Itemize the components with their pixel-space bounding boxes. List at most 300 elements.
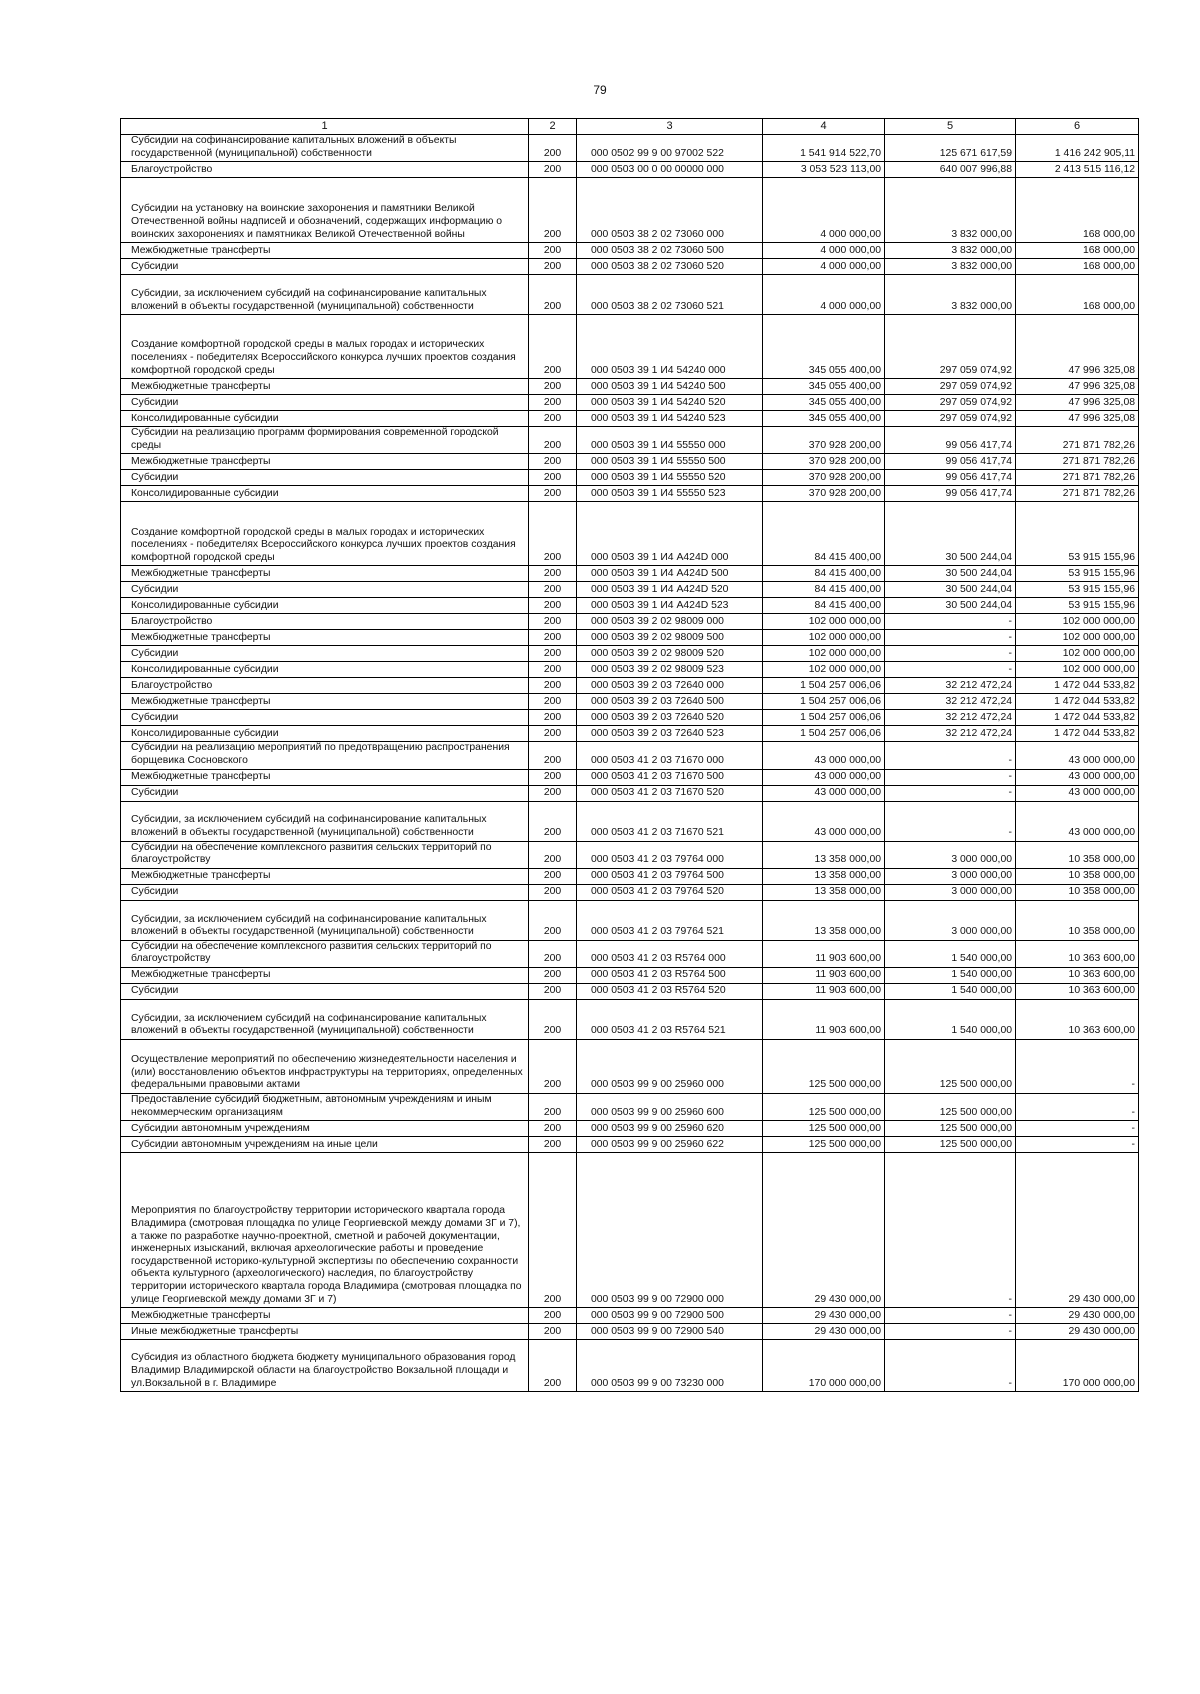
row-approved-amount: 125 500 000,00 — [763, 1137, 885, 1153]
table-row — [121, 315, 1139, 379]
row-budget-code: 000 0503 39 1 И4 А424D 000 — [577, 502, 763, 566]
table-row — [121, 162, 1139, 178]
row-approved-amount: 102 000 000,00 — [763, 614, 885, 630]
row-budget-code: 000 0503 39 2 02 98009 500 — [577, 630, 763, 646]
row-line-code: 200 — [529, 1093, 577, 1120]
row-unexecuted-amount: 53 915 155,96 — [1016, 582, 1139, 598]
row-line-code: 200 — [529, 259, 577, 275]
row-name: Межбюджетные трансферты — [121, 566, 529, 582]
table-row — [121, 710, 1139, 726]
table-row — [121, 243, 1139, 259]
table-row — [121, 454, 1139, 470]
row-name: Субсидии — [121, 259, 529, 275]
row-approved-amount: 170 000 000,00 — [763, 1340, 885, 1392]
table-row — [121, 841, 1139, 868]
row-line-code: 200 — [529, 502, 577, 566]
table-row — [121, 884, 1139, 900]
row-name: Межбюджетные трансферты — [121, 630, 529, 646]
row-unexecuted-amount: 29 430 000,00 — [1016, 1153, 1139, 1308]
row-executed-amount: 297 059 074,92 — [885, 395, 1016, 411]
row-budget-code: 000 0503 41 2 03 R5764 521 — [577, 999, 763, 1039]
table-row — [121, 967, 1139, 983]
row-unexecuted-amount: 43 000 000,00 — [1016, 742, 1139, 769]
row-line-code: 200 — [529, 178, 577, 243]
row-approved-amount: 13 358 000,00 — [763, 900, 885, 940]
row-unexecuted-amount: 10 358 000,00 — [1016, 868, 1139, 884]
row-executed-amount: 99 056 417,74 — [885, 454, 1016, 470]
table-row — [121, 662, 1139, 678]
column-header: 5 — [885, 119, 1016, 135]
row-executed-amount: - — [885, 662, 1016, 678]
table-row — [121, 694, 1139, 710]
table-row — [121, 1093, 1139, 1120]
row-budget-code: 000 0503 99 9 00 72900 500 — [577, 1308, 763, 1324]
row-budget-code: 000 0503 41 2 03 71670 520 — [577, 785, 763, 801]
column-header: 1 — [121, 119, 529, 135]
row-line-code: 200 — [529, 243, 577, 259]
row-line-code: 200 — [529, 315, 577, 379]
row-line-code: 200 — [529, 275, 577, 315]
row-executed-amount: 297 059 074,92 — [885, 411, 1016, 427]
row-line-code: 200 — [529, 1137, 577, 1153]
row-name: Субсидии — [121, 470, 529, 486]
row-unexecuted-amount: 43 000 000,00 — [1016, 801, 1139, 841]
row-line-code: 200 — [529, 470, 577, 486]
row-name: Субсидии — [121, 983, 529, 999]
row-line-code: 200 — [529, 868, 577, 884]
row-line-code: 200 — [529, 841, 577, 868]
table-row — [121, 630, 1139, 646]
row-budget-code: 000 0503 99 9 00 25960 000 — [577, 1039, 763, 1093]
row-name: Создание комфортной городской среды в малых городах и исторических поселениях - победителях Всероссийского конкурса лучших проектов создания комфортной городской среды — [121, 502, 529, 566]
row-unexecuted-amount: 43 000 000,00 — [1016, 769, 1139, 785]
row-budget-code: 000 0503 41 2 03 79764 500 — [577, 868, 763, 884]
row-line-code: 200 — [529, 427, 577, 454]
row-executed-amount: 125 500 000,00 — [885, 1121, 1016, 1137]
row-executed-amount: 30 500 244,04 — [885, 502, 1016, 566]
row-executed-amount: 1 540 000,00 — [885, 967, 1016, 983]
row-budget-code: 000 0503 99 9 00 73230 000 — [577, 1340, 763, 1392]
row-name: Субсидии автономным учреждениям на иные цели — [121, 1137, 529, 1153]
row-name: Субсидии — [121, 884, 529, 900]
table-row — [121, 486, 1139, 502]
row-unexecuted-amount: 10 363 600,00 — [1016, 967, 1139, 983]
row-approved-amount: 29 430 000,00 — [763, 1324, 885, 1340]
row-executed-amount: 297 059 074,92 — [885, 379, 1016, 395]
row-executed-amount: 32 212 472,24 — [885, 678, 1016, 694]
row-name: Субсидии автономным учреждениям — [121, 1121, 529, 1137]
row-unexecuted-amount: 2 413 515 116,12 — [1016, 162, 1139, 178]
row-unexecuted-amount: 1 416 242 905,11 — [1016, 135, 1139, 162]
row-executed-amount: 3 832 000,00 — [885, 259, 1016, 275]
table-row — [121, 135, 1139, 162]
row-budget-code: 000 0503 99 9 00 25960 620 — [577, 1121, 763, 1137]
table-row — [121, 1340, 1139, 1392]
row-budget-code: 000 0503 39 1 И4 А424D 520 — [577, 582, 763, 598]
row-executed-amount: - — [885, 742, 1016, 769]
row-budget-code: 000 0503 39 1 И4 А424D 500 — [577, 566, 763, 582]
row-budget-code: 000 0503 41 2 03 R5764 520 — [577, 983, 763, 999]
row-executed-amount: 1 540 000,00 — [885, 999, 1016, 1039]
row-unexecuted-amount: 1 472 044 533,82 — [1016, 678, 1139, 694]
row-executed-amount: 297 059 074,92 — [885, 315, 1016, 379]
row-unexecuted-amount: 102 000 000,00 — [1016, 662, 1139, 678]
row-line-code: 200 — [529, 726, 577, 742]
row-unexecuted-amount: 168 000,00 — [1016, 259, 1139, 275]
row-name: Консолидированные субсидии — [121, 726, 529, 742]
row-unexecuted-amount: 43 000 000,00 — [1016, 785, 1139, 801]
row-unexecuted-amount: 29 430 000,00 — [1016, 1308, 1139, 1324]
row-executed-amount: 32 212 472,24 — [885, 710, 1016, 726]
row-name: Консолидированные субсидии — [121, 411, 529, 427]
row-unexecuted-amount: 170 000 000,00 — [1016, 1340, 1139, 1392]
row-budget-code: 000 0503 38 2 02 73060 520 — [577, 259, 763, 275]
row-budget-code: 000 0503 41 2 03 79764 000 — [577, 841, 763, 868]
row-executed-amount: 3 832 000,00 — [885, 178, 1016, 243]
row-line-code: 200 — [529, 999, 577, 1039]
row-name: Межбюджетные трансферты — [121, 379, 529, 395]
row-line-code: 200 — [529, 395, 577, 411]
table-row — [121, 598, 1139, 614]
row-budget-code: 000 0503 41 2 03 71670 500 — [577, 769, 763, 785]
row-executed-amount: 32 212 472,24 — [885, 694, 1016, 710]
row-unexecuted-amount: 47 996 325,08 — [1016, 411, 1139, 427]
row-line-code: 200 — [529, 983, 577, 999]
row-budget-code: 000 0503 39 2 02 98009 520 — [577, 646, 763, 662]
row-line-code: 200 — [529, 598, 577, 614]
row-executed-amount: 3 832 000,00 — [885, 243, 1016, 259]
table-row — [121, 678, 1139, 694]
row-name: Субсидии, за исключением субсидий на софинансирование капитальных вложений в объекты государственной (муниципальной) собственности — [121, 801, 529, 841]
row-budget-code: 000 0503 39 2 02 98009 000 — [577, 614, 763, 630]
row-budget-code: 000 0503 41 2 03 71670 521 — [577, 801, 763, 841]
row-line-code: 200 — [529, 900, 577, 940]
row-approved-amount: 4 000 000,00 — [763, 259, 885, 275]
row-name: Субсидии, за исключением субсидий на софинансирование капитальных вложений в объекты государственной (муниципальной) собственности — [121, 900, 529, 940]
row-budget-code: 000 0503 39 1 И4 А424D 523 — [577, 598, 763, 614]
row-unexecuted-amount: 10 358 000,00 — [1016, 841, 1139, 868]
row-name: Субсидии на реализацию мероприятий по предотвращению распространения борщевика Сосновского — [121, 742, 529, 769]
row-budget-code: 000 0503 39 1 И4 55550 523 — [577, 486, 763, 502]
row-line-code: 200 — [529, 940, 577, 967]
row-budget-code: 000 0503 99 9 00 72900 000 — [577, 1153, 763, 1308]
column-header: 4 — [763, 119, 885, 135]
row-name: Межбюджетные трансферты — [121, 868, 529, 884]
row-approved-amount: 84 415 400,00 — [763, 598, 885, 614]
row-approved-amount: 345 055 400,00 — [763, 395, 885, 411]
row-approved-amount: 13 358 000,00 — [763, 868, 885, 884]
row-approved-amount: 4 000 000,00 — [763, 243, 885, 259]
row-executed-amount: - — [885, 769, 1016, 785]
row-name: Субсидии — [121, 710, 529, 726]
row-line-code: 200 — [529, 785, 577, 801]
table-row — [121, 1137, 1139, 1153]
row-budget-code: 000 0503 39 2 03 72640 000 — [577, 678, 763, 694]
row-line-code: 200 — [529, 1039, 577, 1093]
row-executed-amount: 32 212 472,24 — [885, 726, 1016, 742]
row-executed-amount: 3 832 000,00 — [885, 275, 1016, 315]
row-name: Межбюджетные трансферты — [121, 967, 529, 983]
row-executed-amount: 3 000 000,00 — [885, 868, 1016, 884]
row-approved-amount: 11 903 600,00 — [763, 967, 885, 983]
row-budget-code: 000 0503 39 2 03 72640 520 — [577, 710, 763, 726]
row-approved-amount: 13 358 000,00 — [763, 841, 885, 868]
row-name: Субсидии на установку на воинские захоронения и памятники Великой Отечественной войны надписей и обозначений, содержащих информацию о воинских захоронениях и памятниках Великой Отечественной войны — [121, 178, 529, 243]
row-executed-amount: 3 000 000,00 — [885, 841, 1016, 868]
row-name: Осуществление мероприятий по обеспечению жизнедеятельности населения и (или) восстановлению объектов инфраструктуры на территориях, определенных федеральными правовыми актами — [121, 1039, 529, 1093]
row-name: Мероприятия по благоустройству территории исторического квартала города Владимира (смотровая площадка по улице Георгиевской между домами 3Г и 7), а также по разработке научно-проектной, сметной и рабочей документации, инженерных изысканий, включая археологические работы и проведение государственной историко-культурной экспертизы по обеспечению сохранности объекта культурного (археологического) наследия, по благоустройству территории исторического квартала города Владимира (смотровая площадка по улице Георгиевской между домами 3Г и 7) — [121, 1153, 529, 1308]
row-budget-code: 000 0503 39 1 И4 54240 523 — [577, 411, 763, 427]
row-executed-amount: 30 500 244,04 — [885, 582, 1016, 598]
table-row — [121, 769, 1139, 785]
row-unexecuted-amount: 1 472 044 533,82 — [1016, 694, 1139, 710]
row-approved-amount: 84 415 400,00 — [763, 566, 885, 582]
row-approved-amount: 43 000 000,00 — [763, 742, 885, 769]
row-line-code: 200 — [529, 162, 577, 178]
table-row — [121, 940, 1139, 967]
row-budget-code: 000 0503 41 2 03 71670 000 — [577, 742, 763, 769]
row-approved-amount: 125 500 000,00 — [763, 1093, 885, 1120]
row-name: Субсидии на софинансирование капитальных вложений в объекты государственной (муниципальной) собственности — [121, 135, 529, 162]
row-line-code: 200 — [529, 486, 577, 502]
column-header: 3 — [577, 119, 763, 135]
row-executed-amount: 99 056 417,74 — [885, 486, 1016, 502]
row-unexecuted-amount: 271 871 782,26 — [1016, 486, 1139, 502]
row-unexecuted-amount: 102 000 000,00 — [1016, 630, 1139, 646]
row-executed-amount: 1 540 000,00 — [885, 940, 1016, 967]
row-budget-code: 000 0503 41 2 03 79764 521 — [577, 900, 763, 940]
row-approved-amount: 11 903 600,00 — [763, 999, 885, 1039]
table-row — [121, 427, 1139, 454]
table-body — [121, 119, 1139, 1392]
table-row — [121, 395, 1139, 411]
row-executed-amount: 1 540 000,00 — [885, 983, 1016, 999]
row-executed-amount: - — [885, 1340, 1016, 1392]
row-approved-amount: 345 055 400,00 — [763, 379, 885, 395]
table-row — [121, 411, 1139, 427]
column-header-row — [121, 119, 1139, 135]
row-unexecuted-amount: 271 871 782,26 — [1016, 454, 1139, 470]
row-budget-code: 000 0503 38 2 02 73060 500 — [577, 243, 763, 259]
row-line-code: 200 — [529, 884, 577, 900]
row-executed-amount: 99 056 417,74 — [885, 470, 1016, 486]
row-approved-amount: 1 504 257 006,06 — [763, 726, 885, 742]
row-line-code: 200 — [529, 582, 577, 598]
row-budget-code: 000 0503 41 2 03 R5764 500 — [577, 967, 763, 983]
row-budget-code: 000 0503 41 2 03 R5764 000 — [577, 940, 763, 967]
row-name: Иные межбюджетные трансферты — [121, 1324, 529, 1340]
row-budget-code: 000 0503 99 9 00 72900 540 — [577, 1324, 763, 1340]
row-line-code: 200 — [529, 566, 577, 582]
row-budget-code: 000 0503 39 1 И4 54240 520 — [577, 395, 763, 411]
row-approved-amount: 345 055 400,00 — [763, 315, 885, 379]
row-name: Благоустройство — [121, 162, 529, 178]
row-budget-code: 000 0503 39 1 И4 55550 500 — [577, 454, 763, 470]
row-executed-amount: 30 500 244,04 — [885, 566, 1016, 582]
table-row — [121, 1153, 1139, 1308]
row-line-code: 200 — [529, 646, 577, 662]
row-budget-code: 000 0503 38 2 02 73060 000 — [577, 178, 763, 243]
row-name: Межбюджетные трансферты — [121, 454, 529, 470]
row-name: Благоустройство — [121, 614, 529, 630]
row-approved-amount: 102 000 000,00 — [763, 646, 885, 662]
row-approved-amount: 11 903 600,00 — [763, 940, 885, 967]
row-line-code: 200 — [529, 379, 577, 395]
row-executed-amount: - — [885, 614, 1016, 630]
table-row — [121, 742, 1139, 769]
row-budget-code: 000 0503 39 1 И4 54240 000 — [577, 315, 763, 379]
row-name: Субсидии на реализацию программ формирования современной городской среды — [121, 427, 529, 454]
row-line-code: 200 — [529, 1121, 577, 1137]
budget-table — [120, 118, 1139, 1392]
row-name: Межбюджетные трансферты — [121, 769, 529, 785]
row-line-code: 200 — [529, 769, 577, 785]
row-budget-code: 000 0502 99 9 00 97002 522 — [577, 135, 763, 162]
row-approved-amount: 370 928 200,00 — [763, 427, 885, 454]
row-name: Субсидии, за исключением субсидий на софинансирование капитальных вложений в объекты государственной (муниципальной) собственности — [121, 275, 529, 315]
row-line-code: 200 — [529, 662, 577, 678]
row-executed-amount: - — [885, 1308, 1016, 1324]
row-unexecuted-amount: 53 915 155,96 — [1016, 566, 1139, 582]
row-name: Субсидии, за исключением субсидий на софинансирование капитальных вложений в объекты государственной (муниципальной) собственности — [121, 999, 529, 1039]
row-unexecuted-amount: 47 996 325,08 — [1016, 379, 1139, 395]
row-name: Консолидированные субсидии — [121, 598, 529, 614]
row-executed-amount: - — [885, 630, 1016, 646]
table-row — [121, 646, 1139, 662]
table-row — [121, 1324, 1139, 1340]
row-name: Межбюджетные трансферты — [121, 694, 529, 710]
table-row — [121, 999, 1139, 1039]
row-executed-amount: - — [885, 801, 1016, 841]
table-row — [121, 785, 1139, 801]
row-unexecuted-amount: 53 915 155,96 — [1016, 598, 1139, 614]
row-unexecuted-amount: 102 000 000,00 — [1016, 614, 1139, 630]
row-unexecuted-amount: 168 000,00 — [1016, 178, 1139, 243]
row-unexecuted-amount: 47 996 325,08 — [1016, 315, 1139, 379]
row-unexecuted-amount: 271 871 782,26 — [1016, 470, 1139, 486]
row-name: Субсидии — [121, 785, 529, 801]
row-unexecuted-amount: 10 363 600,00 — [1016, 940, 1139, 967]
table-row — [121, 259, 1139, 275]
row-budget-code: 000 0503 39 1 И4 54240 500 — [577, 379, 763, 395]
row-unexecuted-amount: 29 430 000,00 — [1016, 1324, 1139, 1340]
row-budget-code: 000 0503 39 2 02 98009 523 — [577, 662, 763, 678]
row-name: Создание комфортной городской среды в малых городах и исторических поселениях - победителях Всероссийского конкурса лучших проектов создания комфортной городской среды — [121, 315, 529, 379]
row-unexecuted-amount: - — [1016, 1093, 1139, 1120]
row-name: Межбюджетные трансферты — [121, 1308, 529, 1324]
row-approved-amount: 102 000 000,00 — [763, 630, 885, 646]
row-approved-amount: 43 000 000,00 — [763, 785, 885, 801]
row-unexecuted-amount: 10 363 600,00 — [1016, 999, 1139, 1039]
row-line-code: 200 — [529, 1340, 577, 1392]
row-executed-amount: - — [885, 1324, 1016, 1340]
row-approved-amount: 4 000 000,00 — [763, 178, 885, 243]
row-name: Субсидии — [121, 646, 529, 662]
row-line-code: 200 — [529, 801, 577, 841]
row-unexecuted-amount: 10 363 600,00 — [1016, 983, 1139, 999]
row-name: Субсидии — [121, 582, 529, 598]
table-row — [121, 470, 1139, 486]
table-row — [121, 614, 1139, 630]
row-line-code: 200 — [529, 710, 577, 726]
row-unexecuted-amount: - — [1016, 1137, 1139, 1153]
row-budget-code: 000 0503 38 2 02 73060 521 — [577, 275, 763, 315]
row-approved-amount: 29 430 000,00 — [763, 1308, 885, 1324]
row-executed-amount: 125 500 000,00 — [885, 1093, 1016, 1120]
row-line-code: 200 — [529, 742, 577, 769]
row-unexecuted-amount: 10 358 000,00 — [1016, 900, 1139, 940]
row-approved-amount: 1 504 257 006,06 — [763, 710, 885, 726]
row-line-code: 200 — [529, 411, 577, 427]
row-approved-amount: 3 053 523 113,00 — [763, 162, 885, 178]
row-name: Консолидированные субсидии — [121, 662, 529, 678]
row-name: Предоставление субсидий бюджетным, автономным учреждениям и иным некоммерческим организациям — [121, 1093, 529, 1120]
row-executed-amount: 125 500 000,00 — [885, 1039, 1016, 1093]
row-name: Благоустройство — [121, 678, 529, 694]
row-unexecuted-amount: 47 996 325,08 — [1016, 395, 1139, 411]
row-unexecuted-amount: 1 472 044 533,82 — [1016, 710, 1139, 726]
row-executed-amount: 125 671 617,59 — [885, 135, 1016, 162]
row-unexecuted-amount: - — [1016, 1039, 1139, 1093]
table-row — [121, 726, 1139, 742]
row-approved-amount: 1 541 914 522,70 — [763, 135, 885, 162]
row-line-code: 200 — [529, 1153, 577, 1308]
row-unexecuted-amount: 102 000 000,00 — [1016, 646, 1139, 662]
row-approved-amount: 11 903 600,00 — [763, 983, 885, 999]
row-line-code: 200 — [529, 135, 577, 162]
row-unexecuted-amount: 1 472 044 533,82 — [1016, 726, 1139, 742]
row-approved-amount: 345 055 400,00 — [763, 411, 885, 427]
row-executed-amount: 640 007 996,88 — [885, 162, 1016, 178]
row-approved-amount: 84 415 400,00 — [763, 582, 885, 598]
row-unexecuted-amount: 168 000,00 — [1016, 275, 1139, 315]
row-unexecuted-amount: 10 358 000,00 — [1016, 884, 1139, 900]
row-budget-code: 000 0503 99 9 00 25960 622 — [577, 1137, 763, 1153]
row-name: Межбюджетные трансферты — [121, 243, 529, 259]
row-approved-amount: 370 928 200,00 — [763, 454, 885, 470]
row-line-code: 200 — [529, 1308, 577, 1324]
table-row — [121, 868, 1139, 884]
row-approved-amount: 370 928 200,00 — [763, 486, 885, 502]
row-executed-amount: - — [885, 646, 1016, 662]
row-approved-amount: 370 928 200,00 — [763, 470, 885, 486]
row-name: Консолидированные субсидии — [121, 486, 529, 502]
row-approved-amount: 4 000 000,00 — [763, 275, 885, 315]
row-name: Субсидия из областного бюджета бюджету муниципального образования город Владимир Владимирской области на благоустройство Вокзальной площади и ул.Вокзальной в г. Владимире — [121, 1340, 529, 1392]
row-approved-amount: 1 504 257 006,06 — [763, 694, 885, 710]
table-row — [121, 582, 1139, 598]
row-unexecuted-amount: 271 871 782,26 — [1016, 427, 1139, 454]
table-row — [121, 275, 1139, 315]
row-name: Субсидии — [121, 395, 529, 411]
table-row — [121, 502, 1139, 566]
row-executed-amount: 30 500 244,04 — [885, 598, 1016, 614]
row-approved-amount: 13 358 000,00 — [763, 884, 885, 900]
row-budget-code: 000 0503 39 2 03 72640 500 — [577, 694, 763, 710]
row-budget-code: 000 0503 39 1 И4 55550 520 — [577, 470, 763, 486]
row-executed-amount: 3 000 000,00 — [885, 884, 1016, 900]
row-line-code: 200 — [529, 614, 577, 630]
table-row — [121, 801, 1139, 841]
row-line-code: 200 — [529, 454, 577, 470]
row-approved-amount: 125 500 000,00 — [763, 1039, 885, 1093]
row-executed-amount: 3 000 000,00 — [885, 900, 1016, 940]
row-unexecuted-amount: 168 000,00 — [1016, 243, 1139, 259]
row-executed-amount: 99 056 417,74 — [885, 427, 1016, 454]
row-executed-amount: - — [885, 785, 1016, 801]
row-name: Субсидии на обеспечение комплексного развития сельских территорий по благоустройству — [121, 841, 529, 868]
column-header: 2 — [529, 119, 577, 135]
